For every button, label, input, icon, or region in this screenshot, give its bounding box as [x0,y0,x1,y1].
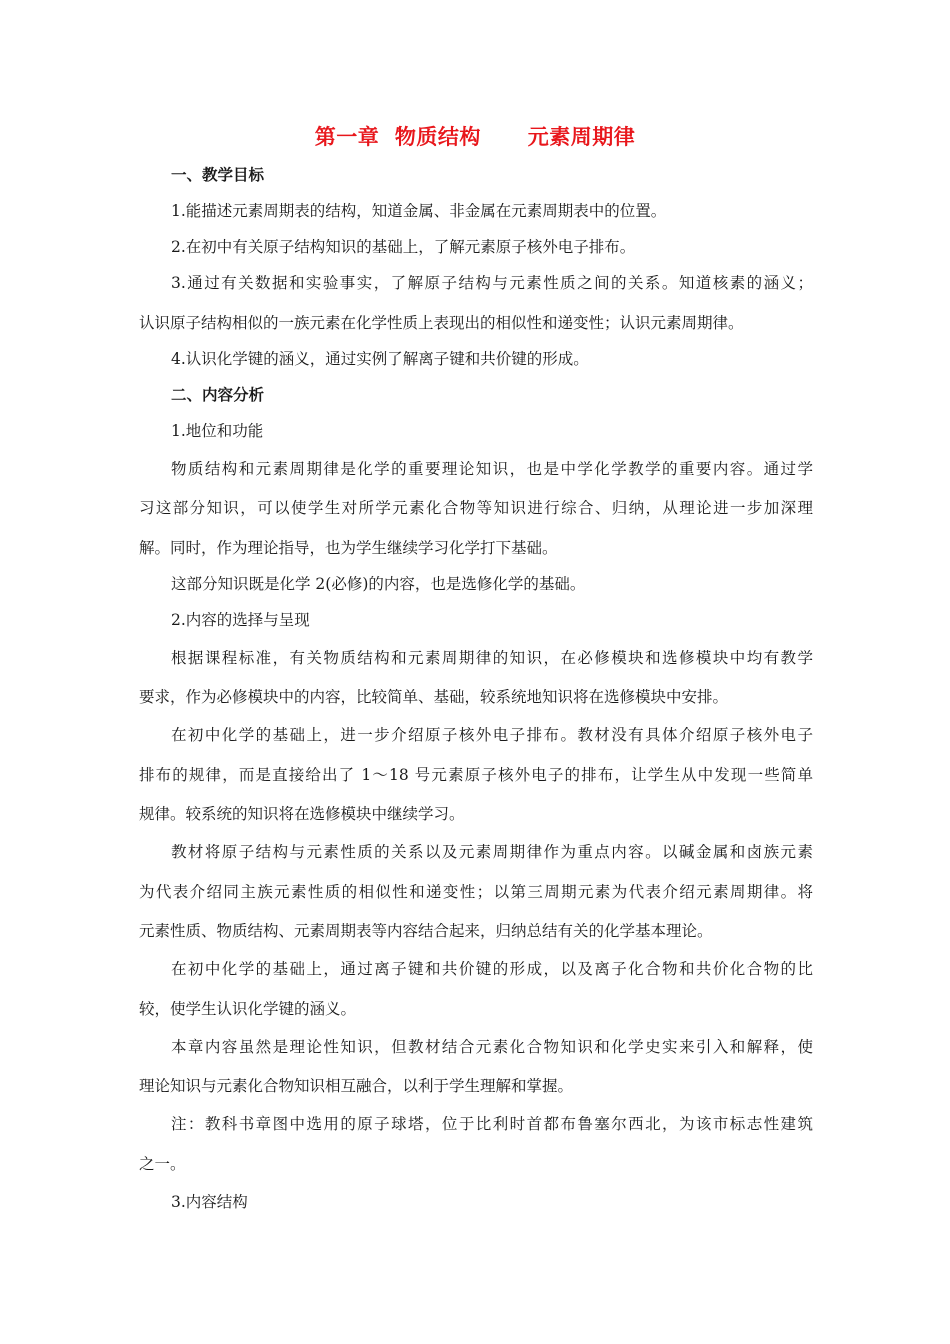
paragraph-4-line-2: 排布的规律，而是直接给出了 1～18 号元素原子核外电子的排布，让学生从中发现一些简单 [139,766,813,784]
goal-item-3-line-2: 认识原子结构相似的一族元素在化学性质上表现出的相似性和递变性；认识元素周期律。 [139,314,744,332]
section-heading-teaching-goals: 一、教学目标 [171,165,265,184]
paragraph-7-line-1: 本章内容虽然是理论性知识，但教材结合元素化合物知识和化学史实来引入和解释，使 [171,1038,813,1056]
paragraph-6-line-1: 在初中化学的基础上，通过离子键和共价键的形成，以及离子化合物和共价化合物的比 [171,960,813,978]
paragraph-7-line-2: 理论知识与元素化合物知识相互融合，以利于学生理解和掌握。 [139,1077,574,1095]
subheading-content-selection: 2.内容的选择与呈现 [171,611,310,629]
section-heading-content-analysis: 二、内容分析 [171,385,265,404]
goal-item-3-line-1: 3.通过有关数据和实验事实，了解原子结构与元素性质之间的关系。知道核素的涵义； [171,274,813,292]
goal-item-2: 2.在初中有关原子结构知识的基础上，了解元素原子核外电子排布。 [171,238,636,256]
paragraph-2: 这部分知识既是化学 2(必修)的内容，也是选修化学的基础。 [171,575,586,593]
paragraph-4-line-1: 在初中化学的基础上，进一步介绍原子核外电子排布。教材没有具体介绍原子核外电子 [171,726,813,744]
paragraph-5-line-1: 教材将原子结构与元素性质的关系以及元素周期律作为重点内容。以碱金属和卤族元素 [171,843,813,861]
paragraph-3-line-1: 根据课程标准，有关物质结构和元素周期律的知识，在必修模块和选修模块中均有教学 [171,649,813,667]
note-line-2: 之一。 [139,1155,186,1173]
paragraph-3-line-2: 要求，作为必修模块中的内容，比较简单、基础，较系统地知识将在选修模块中安排。 [139,688,729,706]
subheading-position-function: 1.地位和功能 [171,422,264,440]
paragraph-1-line-3: 解。同时，作为理论指导，也为学生继续学习化学打下基础。 [139,539,558,557]
goal-item-4: 4.认识化学键的涵义，通过实例了解离子键和共价键的形成。 [171,350,589,368]
paragraph-5-line-3: 元素性质、物质结构、元素周期表等内容结合起来，归纳总结有关的化学基本理论。 [139,922,713,940]
paragraph-1-line-2: 习这部分知识，可以使学生对所学元素化合物等知识进行综合、归纳，从理论进一步加深理 [139,499,813,517]
paragraph-4-line-3: 规律。较系统的知识将在选修模块中继续学习。 [139,805,465,823]
paragraph-1-line-1: 物质结构和元素周期律是化学的重要理论知识，也是中学化学教学的重要内容。通过学 [171,460,813,478]
chapter-title: 第一章 物质结构 元素周期律 [314,124,636,149]
subheading-content-structure: 3.内容结构 [171,1193,248,1211]
note-line-1: 注：教科书章图中选用的原子球塔，位于比利时首都布鲁塞尔西北，为该市标志性建筑 [171,1115,813,1133]
goal-item-1: 1.能描述元素周期表的结构，知道金属、非金属在元素周期表中的位置。 [171,202,667,220]
paragraph-6-line-2: 较，使学生认识化学键的涵义。 [139,1000,357,1018]
paragraph-5-line-2: 为代表介绍同主族元素性质的相似性和递变性；以第三周期元素为代表介绍元素周期律。将 [139,883,813,901]
